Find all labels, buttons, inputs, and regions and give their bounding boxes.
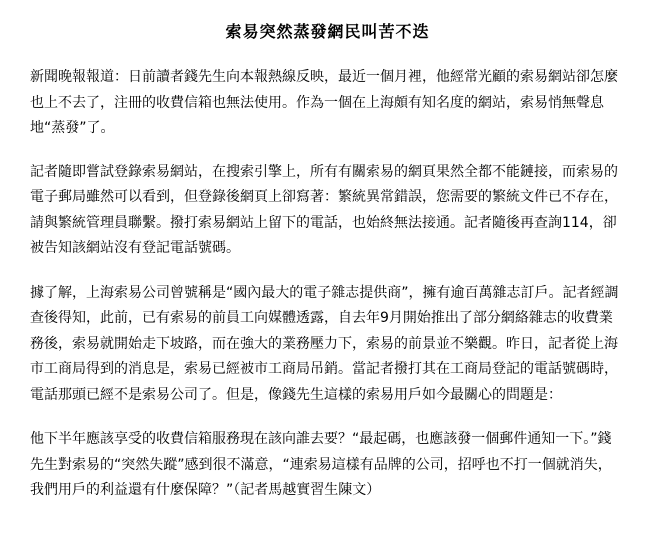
article-title: 索易突然蒸發網民叫苦不迭 — [225, 22, 430, 41]
article-paragraph-1: 新聞晚報報道：日前讀者錢先生向本報熱線反映，最近一個月裡，他經常光顧的索易網站卻怎麼也上不去了，注冊的收費信箱也無法使用。作為一個在上海頗有知名度的網站，索易悄無聲息地“蒸發”了。 — [30, 69, 618, 136]
article-paragraph-4: 他下半年應該享受的收費信箱服務現在該向誰去要？“最起碼，也應該發一個郵件通知一下。”錢先生對索易的“突然失蹤”感到很不滿意，“連索易這樣有品牌的公司，招呼也不打一個就消失，我們用戶的利益還有什麼保障？”（記者馬越實習生陳文） — [30, 431, 612, 498]
article-paragraph-3: 據了解，上海索易公司曾號稱是“國內最大的電子雜志提供商”，擁有逾百萬雜志訂戶。記者經調查後得知，此前，已有索易的前員工向媒體透露，自去年9月開始推出了部分網絡雜志的收費業務後，索易就開始走下坡路，而在強大的業務壓力下，索易的前景並不樂觀。昨日，記者從上海市工商局得到的消息是，索易已經被市工商局吊銷。當記者撥打其在工商局登記的電話號碼時，電話那頭已經不是索易公司了。但是，像錢先生這樣的索易用戶如今最關心的問題是： — [30, 284, 619, 403]
article-body — [30, 65, 625, 504]
article-paragraph-2: 記者隨即嘗試登錄索易網站，在搜索引擎上，所有有關索易的網頁果然全都不能鏈接，而索易的電子郵局雖然可以看到，但登錄後網頁上卻寫著：繁統異常錯誤，您需要的繁統文件已不存在，請與繁統管理員聯繫。撥打索易網站上留下的電話，也始終無法接通。記者隨後再查詢114，卻被告知該網站沒有登記電話號碼。 — [30, 163, 618, 256]
